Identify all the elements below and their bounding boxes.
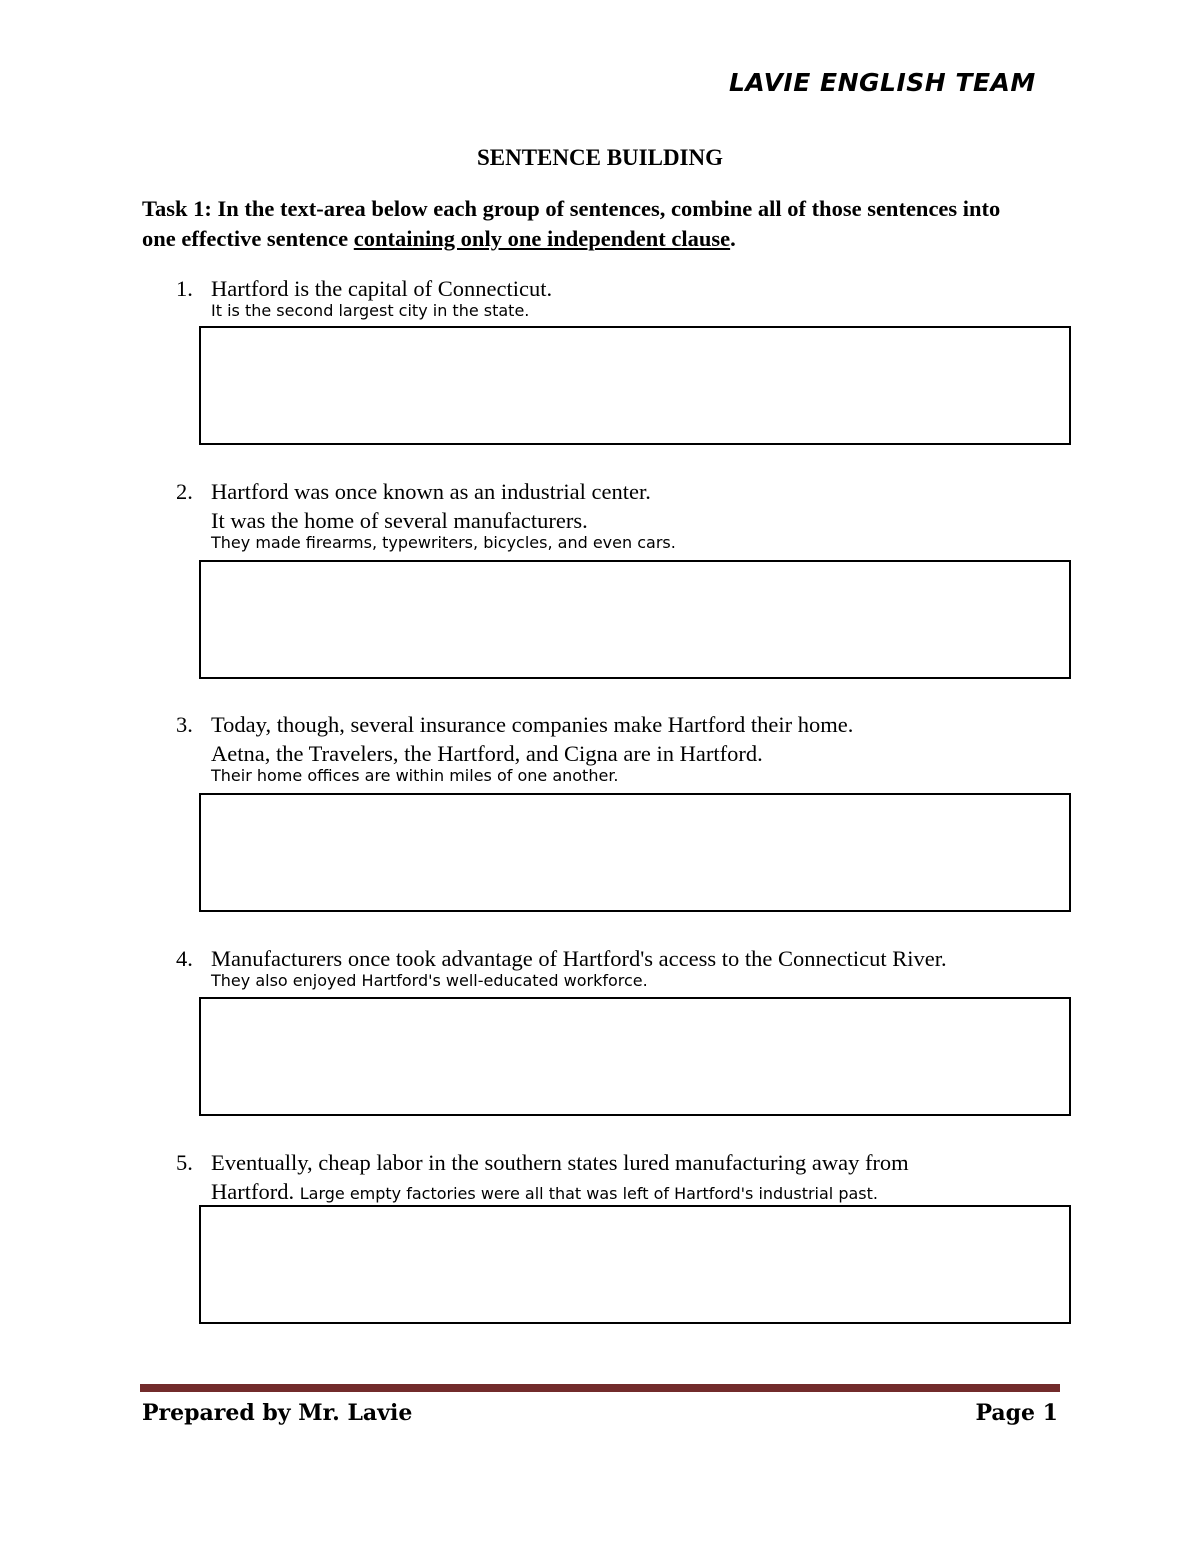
answer-text-area-2[interactable] bbox=[199, 560, 1071, 679]
item-sentence: They also enjoyed Hartford's well-educated workforce. bbox=[211, 971, 648, 990]
item-sentence: Their home offices are within miles of one another. bbox=[211, 766, 619, 785]
item-sentence: Large empty factories were all that was left of Hartford's industrial past. bbox=[299, 1184, 878, 1203]
task-instruction bbox=[142, 194, 1022, 254]
item-sentence: It was the home of several manufacturers. bbox=[211, 508, 588, 533]
item-number: 2. bbox=[176, 479, 193, 504]
item-sentence: Hartford is the capital of Connecticut. bbox=[211, 276, 553, 301]
task-text: In the text-area below each group of sentences, combine all of those sentences into one effective sentence bbox=[142, 196, 1001, 251]
item-number: 1. bbox=[176, 276, 193, 301]
footer-divider bbox=[140, 1384, 1060, 1392]
answer-text-area-3[interactable] bbox=[199, 793, 1071, 912]
item-sentence: Today, though, several insurance companies make Hartford their home. bbox=[211, 712, 854, 737]
footer-page-number: Page 1 bbox=[975, 1400, 1058, 1426]
item-sentence: Hartford. bbox=[211, 1179, 295, 1204]
item-number: 3. bbox=[176, 712, 193, 737]
item-sentence: Manufacturers once took advantage of Hartford's access to the Connecticut River. bbox=[211, 946, 947, 971]
item-sentence: Hartford was once known as an industrial center. bbox=[211, 479, 651, 504]
item-number: 5. bbox=[176, 1150, 193, 1175]
task-end-punctuation: . bbox=[730, 226, 736, 251]
item-sentence: Eventually, cheap labor in the southern states lured manufacturing away from bbox=[211, 1150, 909, 1175]
answer-text-area-4[interactable] bbox=[199, 997, 1071, 1116]
answer-text-area-1[interactable] bbox=[199, 326, 1071, 445]
answer-text-area-5[interactable] bbox=[199, 1205, 1071, 1324]
footer-prepared-by: Prepared by Mr. Lavie bbox=[142, 1400, 413, 1426]
item-number: 4. bbox=[176, 946, 193, 971]
item-sentence: They made firearms, typewriters, bicycles, and even cars. bbox=[211, 533, 676, 552]
document-title: SENTENCE BUILDING bbox=[476, 145, 724, 170]
task-label: Task 1: bbox=[142, 196, 212, 221]
item-sentence: It is the second largest city in the state. bbox=[211, 301, 530, 320]
task-underlined-text: containing only one independent clause bbox=[353, 226, 731, 251]
item-sentence: Aetna, the Travelers, the Hartford, and Cigna are in Hartford. bbox=[211, 741, 763, 766]
header-team-name: LAVIE ENGLISH TEAM bbox=[729, 68, 1036, 97]
